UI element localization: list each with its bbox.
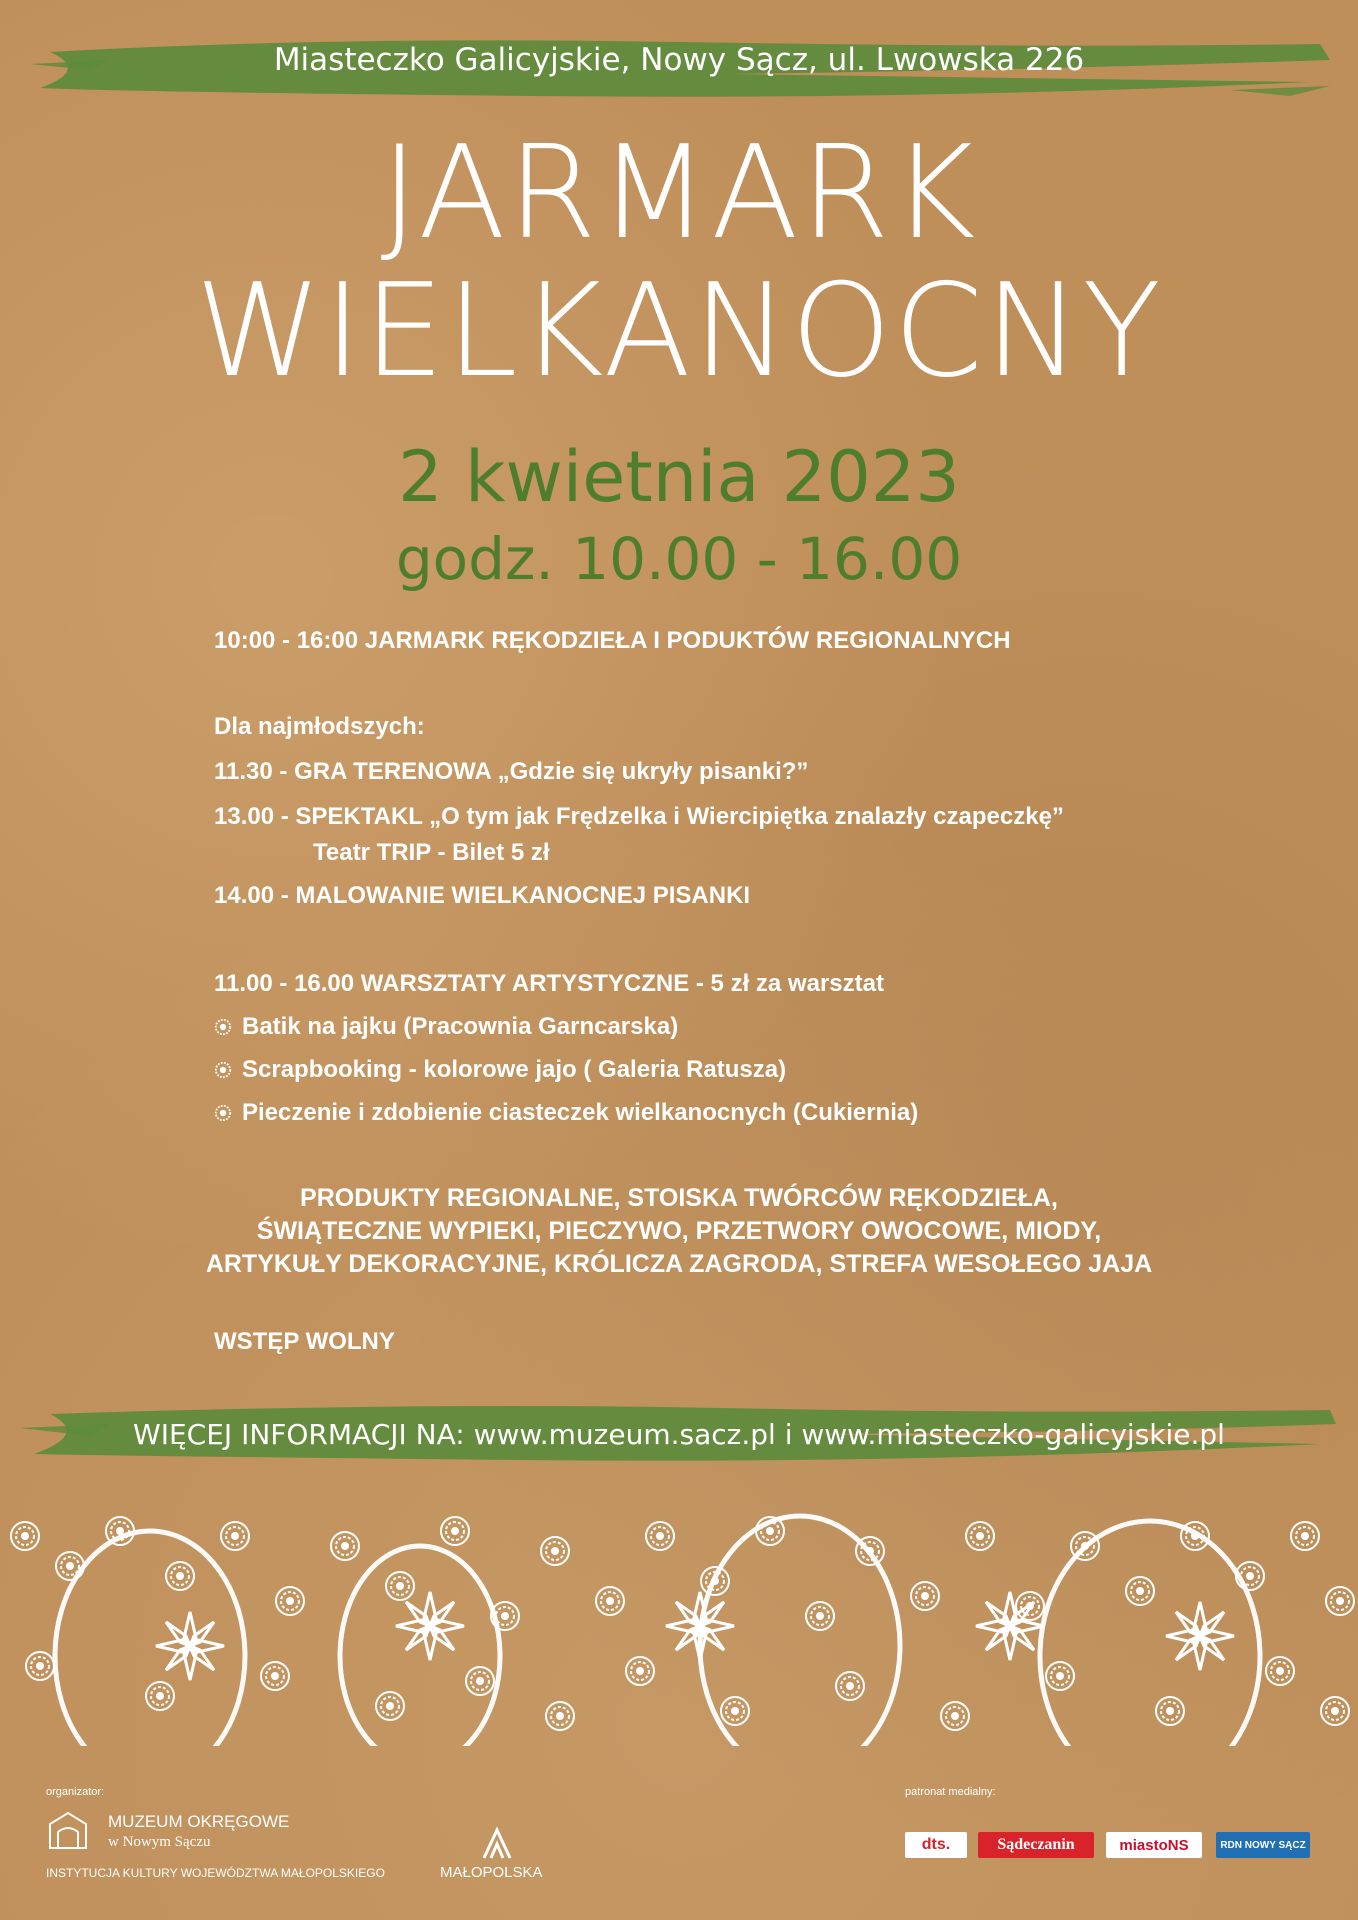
workshop-item: [214, 1056, 786, 1084]
venue-address: Miasteczko Galicyjskie, Nowy Sącz, ul. Lwowska 226: [273, 42, 1085, 78]
products-line: PRODUKTY REGIONALNE, STOISKA TWÓRCÓW RĘKODZIEŁA,: [300, 1184, 1058, 1212]
event-hours: godz. 10.00 - 16.00: [395, 525, 963, 593]
workshop-item: [214, 1013, 678, 1041]
kids-item: 14.00 - MALOWANIE WIELKANOCNEJ PISANKI: [214, 882, 751, 909]
products-list: [0, 1182, 1358, 1281]
easter-egg-pattern: [0, 1506, 1358, 1746]
products-line: ARTYKUŁY DEKORACYJNE, KRÓLICZA ZAGRODA, STREFA WESOŁEGO JAJA: [205, 1250, 1153, 1278]
products-line: ŚWIĄTECZNE WYPIEKI, PIECZYWO, PRZETWORY OWOCOWE, MIODY,: [256, 1217, 1102, 1245]
media-logo-sadeczanin: Sądeczanin: [978, 1832, 1094, 1858]
museum-subtitle: INSTYTUCJA KULTURY WOJEWÓDZTWA MAŁOPOLSKIEGO: [46, 1866, 385, 1880]
organizer-label: organizator:: [46, 1786, 105, 1798]
malopolska-logo-icon: [480, 1826, 514, 1860]
museum-logo-icon: [46, 1810, 90, 1850]
flower-bullet-icon: [214, 1018, 232, 1036]
kids-item-sub: Teatr TRIP - Bilet 5 zł: [313, 839, 550, 866]
flower-bullet-icon: [214, 1104, 232, 1122]
workshop-label: Batik na jajku (Pracownia Garncarska): [242, 1013, 679, 1040]
kids-item: 11.30 - GRA TERENOWA „Gdzie się ukryły pisanki?”: [214, 758, 809, 785]
workshops-heading: 11.00 - 16.00 WARSZTATY ARTYSTYCZNE - 5 zł za warsztat: [214, 970, 884, 997]
program-main: 10:00 - 16:00 JARMARK RĘKODZIEŁA I PODUKTÓW REGIONALNYCH: [214, 627, 1011, 654]
event-title-line2: WIELKANOCNY: [195, 257, 1163, 406]
media-logo-rdn: RDN NOWY SĄCZ: [1216, 1832, 1310, 1858]
media-logo-dts: dts.: [905, 1832, 967, 1858]
malopolska-label: MAŁOPOLSKA: [440, 1864, 543, 1881]
media-logo-miastons: miastoNS: [1106, 1832, 1202, 1858]
kids-heading: Dla najmłodszych:: [214, 713, 425, 740]
kids-item: 13.00 - SPEKTAKL „O tym jak Frędzelka i Wiercipiętka znalazły czapeczkę”: [214, 803, 1064, 830]
media-patron-label: patronat medialny:: [905, 1786, 996, 1798]
workshop-item: [214, 1099, 918, 1127]
more-info-link[interactable]: WIĘCEJ INFORMACJI NA: www.muzeum.sacz.pl i www.miasteczko-galicyjskie.pl: [133, 1418, 1225, 1451]
free-entry: WSTĘP WOLNY: [214, 1328, 395, 1355]
workshop-label: Pieczenie i zdobienie ciasteczek wielkanocnych (Cukiernia): [242, 1099, 919, 1126]
workshop-label: Scrapbooking - kolorowe jajo ( Galeria Ratusza): [242, 1056, 787, 1083]
event-title-line1: JARMARK: [380, 119, 978, 268]
event-date: 2 kwietnia 2023: [398, 436, 960, 518]
museum-name: MUZEUM OKRĘGOWE: [108, 1812, 290, 1831]
flower-bullet-icon: [214, 1061, 232, 1079]
museum-city: w Nowym Sączu: [108, 1834, 211, 1850]
